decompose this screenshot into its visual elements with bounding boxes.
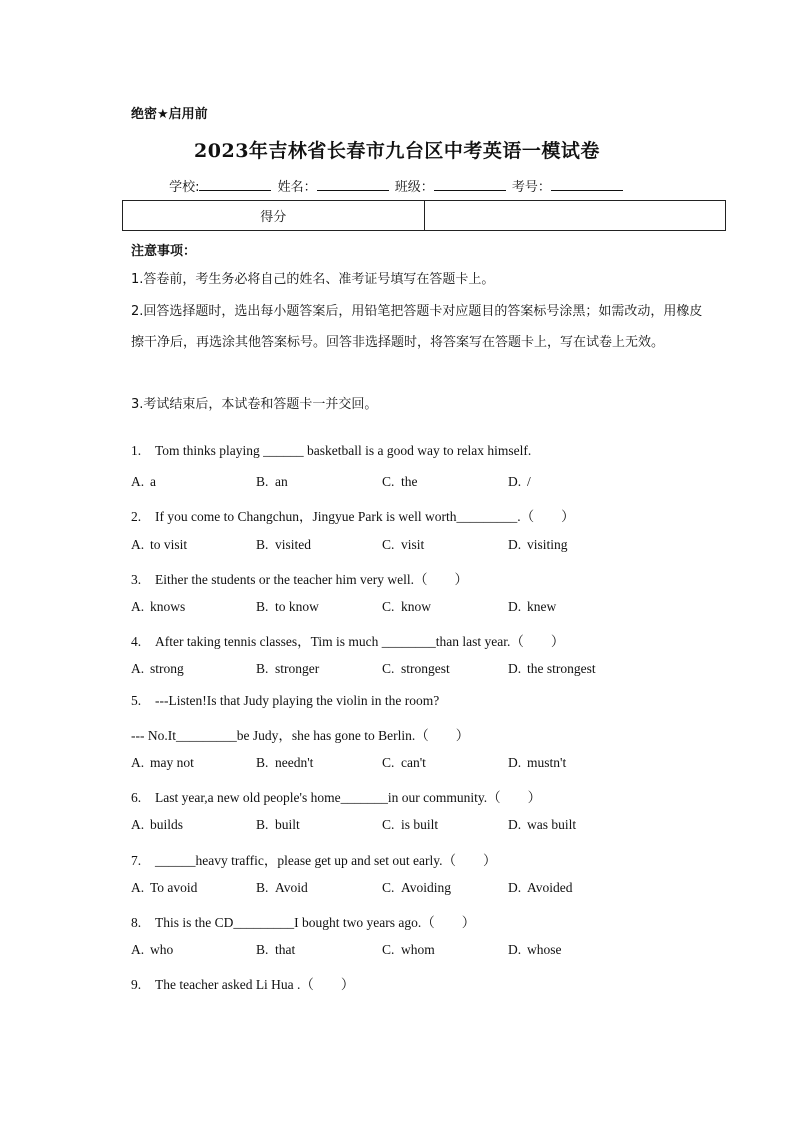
option-b	[256, 661, 319, 677]
option-d	[508, 880, 573, 896]
option-letter: A.	[131, 536, 145, 552]
option-letter: C.	[382, 942, 395, 958]
option-text: the strongest	[527, 661, 596, 677]
option-text: whom	[401, 942, 435, 958]
question-number: 5.	[131, 692, 142, 708]
note-item: 2.回答选择题时，选出每小题答案后，用铅笔把答题卡对应题目的答案标号涂黑；如需改动，用橡皮擦干净后，再选涂其他答案标号。回答非选择题时，将答案写在答题卡上，写在试卷上无效。	[131, 304, 703, 350]
option-text: strongest	[401, 661, 450, 677]
question-text: ---Listen!Is that Judy playing the violin in the room?	[155, 692, 440, 708]
note-item: 3.考试结束后，本试卷和答题卡一并交回。	[131, 397, 378, 412]
option-letter: B.	[256, 661, 269, 677]
page-title: 2023年吉林省长春市九台区中考英语一模试卷	[194, 140, 600, 162]
option-letter: B.	[256, 474, 269, 490]
option-a	[131, 817, 183, 833]
option-letter: C.	[382, 536, 395, 552]
class-label: 班级：	[394, 180, 434, 195]
option-text: a	[150, 474, 156, 490]
option-letter: D.	[508, 599, 522, 614]
question-text: ______heavy traffic，please get up and set out early.（ ）	[155, 852, 497, 868]
option-letter: D.	[508, 879, 522, 895]
score-table	[122, 200, 726, 231]
option-letter: B.	[256, 536, 269, 552]
option-text: to visit	[150, 536, 188, 552]
option-d	[508, 661, 596, 677]
option-letter: C.	[382, 661, 395, 677]
option-text: who	[150, 942, 174, 958]
option-text: needn't	[275, 755, 314, 770]
question-number: 4.	[131, 634, 142, 650]
option-c	[382, 817, 438, 833]
question-2	[131, 505, 575, 525]
option-letter: C.	[382, 599, 395, 614]
question-1	[131, 443, 531, 459]
option-letter: A.	[131, 755, 145, 770]
question-number: 8.	[131, 915, 142, 930]
question-text: After taking tennis classes，Tim is much ________than last year.（ ）	[155, 634, 565, 650]
option-text: visit	[401, 536, 425, 552]
option-c	[382, 661, 450, 677]
option-b	[256, 474, 288, 490]
option-letter: D.	[508, 942, 522, 958]
option-d	[508, 942, 562, 958]
option-letter: D.	[508, 474, 522, 490]
option-d	[508, 755, 566, 771]
option-b	[256, 537, 311, 553]
question-5	[131, 693, 439, 709]
option-d	[508, 817, 576, 833]
option-letter: B.	[256, 755, 269, 770]
option-text: is built	[401, 817, 439, 833]
option-text: an	[275, 474, 288, 490]
question-text: Either the students or the teacher him very well.（ ）	[155, 571, 469, 587]
option-c	[382, 942, 435, 958]
option-letter: D.	[508, 817, 522, 833]
question-text: This is the CD_________I bought two years ago.（ ）	[155, 915, 476, 930]
option-letter: B.	[256, 817, 269, 833]
exam-no-label: 考号：	[511, 180, 551, 195]
option-text: visited	[275, 536, 311, 552]
option-d	[508, 599, 556, 615]
option-b	[256, 755, 313, 771]
question-text-line2: --- No.It_________be Judy，she has gone to Berlin.（ ）	[131, 727, 470, 743]
option-letter: A.	[131, 599, 145, 614]
option-a	[131, 661, 184, 677]
question-number: 1.	[131, 443, 142, 458]
option-a	[131, 599, 185, 615]
name-blank	[317, 178, 389, 191]
option-letter: A.	[131, 661, 145, 677]
option-letter: B.	[256, 879, 269, 895]
option-text: that	[275, 942, 296, 958]
option-letter: C.	[382, 817, 395, 833]
option-text: knew	[527, 599, 557, 614]
option-text: to know	[275, 599, 319, 614]
question-text: The teacher asked Li Hua .（ ）	[155, 977, 355, 993]
option-text: /	[527, 474, 531, 490]
option-b	[256, 880, 308, 896]
option-a	[131, 755, 194, 771]
option-text: To avoid	[150, 879, 198, 895]
option-text: Avoided	[527, 879, 573, 895]
score-label: 得分	[123, 201, 425, 231]
question-number: 2.	[131, 509, 142, 525]
option-text: know	[401, 599, 431, 614]
student-info-line	[0, 176, 794, 195]
option-letter: A.	[131, 817, 145, 833]
option-c	[382, 474, 418, 490]
option-text: whose	[527, 942, 562, 958]
question-number: 9.	[131, 977, 142, 993]
option-b	[256, 817, 300, 833]
option-c	[382, 537, 424, 553]
option-text: stronger	[275, 661, 320, 677]
school-label: 学校:	[169, 180, 200, 195]
option-text: built	[275, 817, 300, 833]
option-letter: B.	[256, 942, 269, 958]
exam-no-blank	[551, 178, 623, 191]
score-value	[424, 201, 726, 231]
option-a	[131, 942, 173, 958]
option-a	[131, 537, 187, 553]
secret-label: 绝密★启用前	[131, 107, 208, 122]
question-9	[131, 973, 354, 993]
school-blank	[199, 178, 271, 191]
option-d	[508, 474, 531, 490]
note-item: 1.答卷前，考生务必将自己的姓名、准考证号填写在答题卡上。	[131, 272, 495, 287]
option-text: Avoiding	[401, 879, 451, 895]
option-letter: D.	[508, 755, 522, 770]
option-c	[382, 755, 426, 771]
option-text: builds	[150, 817, 184, 833]
class-blank	[434, 178, 506, 191]
option-c	[382, 880, 451, 896]
option-d	[508, 537, 568, 553]
option-text: was built	[527, 817, 577, 833]
option-b	[256, 599, 319, 615]
question-text: If you come to Changchun，Jingyue Park is well worth_________.（ ）	[155, 509, 575, 525]
name-label: 姓名：	[277, 180, 317, 195]
option-text: mustn't	[527, 755, 567, 770]
option-b	[256, 942, 295, 958]
question-8	[131, 911, 475, 931]
option-letter: A.	[131, 474, 145, 490]
notes-title: 注意事项：	[131, 244, 197, 259]
question-text: Tom thinks playing ______ basketball is a good way to relax himself.	[155, 443, 532, 458]
question-text: Last year,a new old people's home_______in our community.（ ）	[155, 790, 542, 806]
option-letter: A.	[131, 942, 145, 958]
option-letter: D.	[508, 536, 522, 552]
option-letter: C.	[382, 755, 395, 770]
question-3	[131, 568, 468, 588]
question-6	[131, 786, 541, 806]
option-a	[131, 880, 197, 896]
option-text: Avoid	[275, 879, 308, 895]
option-letter: A.	[131, 879, 145, 895]
option-a	[131, 474, 156, 490]
option-letter: D.	[508, 661, 522, 677]
option-letter: C.	[382, 474, 395, 490]
question-number: 3.	[131, 571, 142, 587]
option-letter: C.	[382, 879, 395, 895]
option-text: can't	[401, 755, 426, 770]
option-c	[382, 599, 431, 615]
option-letter: B.	[256, 599, 269, 614]
question-number: 6.	[131, 790, 142, 806]
option-text: visiting	[527, 536, 568, 552]
question-4	[131, 630, 564, 650]
question-7	[131, 849, 497, 869]
option-text: strong	[150, 661, 184, 677]
option-text: may not	[150, 755, 194, 770]
option-text: knows	[150, 599, 186, 614]
option-text: the	[401, 474, 418, 490]
question-number: 7.	[131, 852, 142, 868]
